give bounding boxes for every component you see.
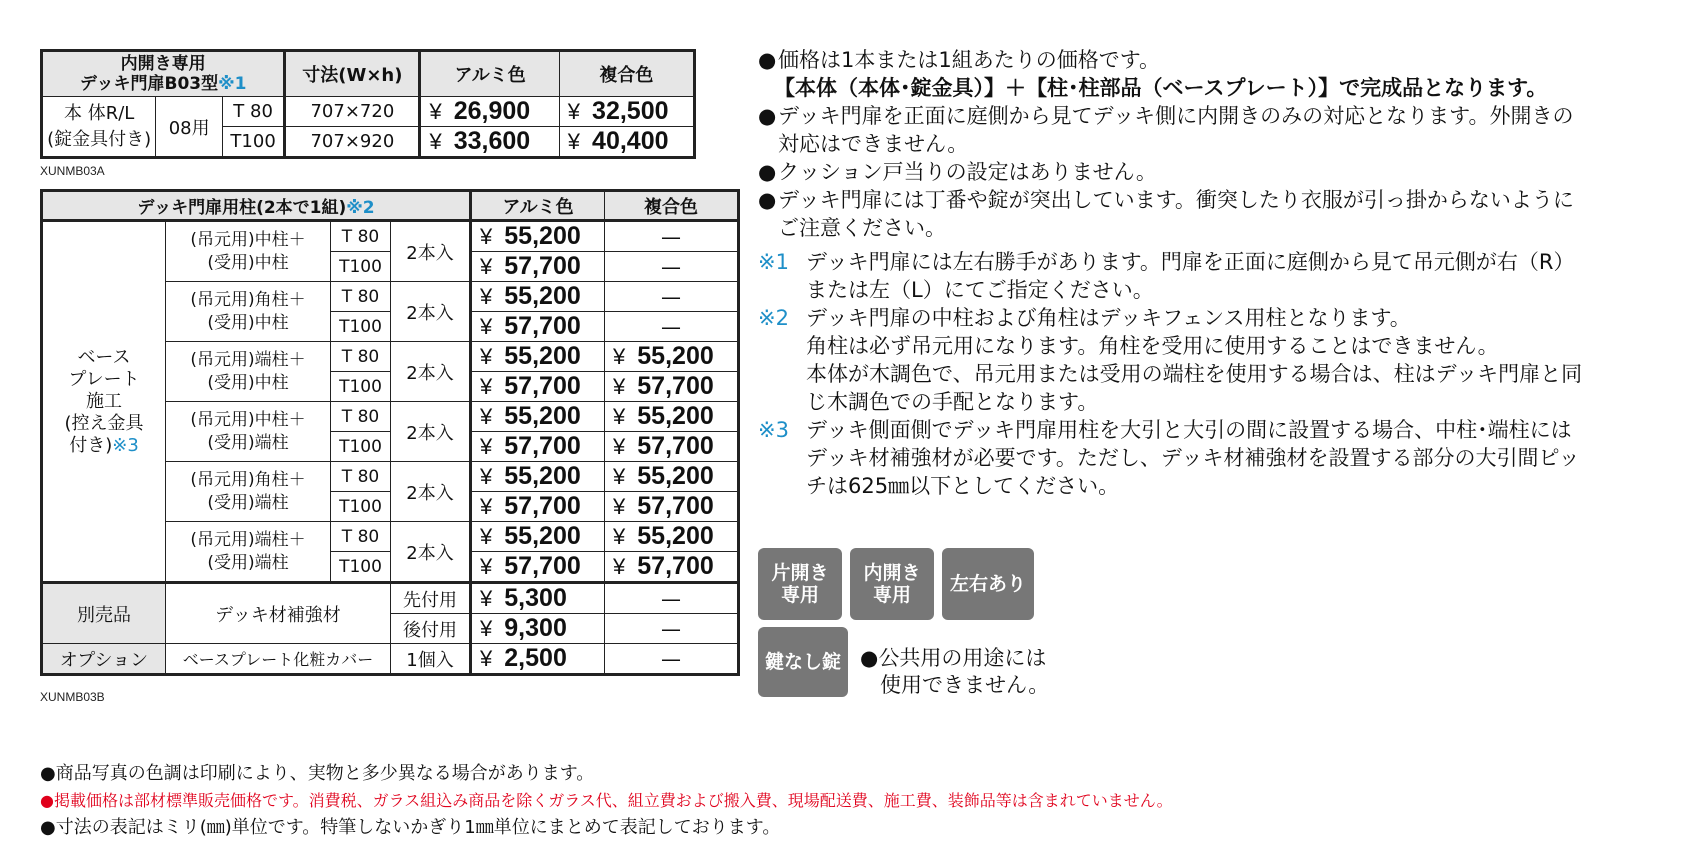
badge-single-swing [758, 548, 842, 620]
price-cell [471, 492, 605, 522]
price-value: 57,700 [637, 552, 714, 580]
product-code-b: XUNMB03B [40, 690, 105, 704]
badge-line: 内開き [863, 562, 921, 584]
note-kome-1 [758, 248, 1678, 304]
note-text: デッキ門扉を正面に庭側から見てデッキ側に内開きのみの対応となります。外開きの [778, 104, 1574, 128]
note-kome-3 [758, 416, 1678, 500]
combo-line: (受用)端柱 [207, 492, 289, 513]
price-cell [471, 221, 605, 252]
sold-separately-label: 別売品 [42, 583, 166, 644]
note-text: 本体が木調色で、吊元用または受用の端柱を使用する場合は、柱はデッキ門扉と同 [806, 362, 1583, 386]
combo-line: (吊元用)角柱＋ [190, 289, 306, 310]
combo-line: (受用)中柱 [207, 312, 289, 333]
post-combo [166, 402, 331, 462]
yen-mark: ¥ [567, 129, 581, 154]
note-text: ●公共用の用途には [860, 646, 1047, 670]
yen-mark: ¥ [480, 314, 493, 339]
price-value: 55,200 [504, 282, 581, 310]
note-bullet-2 [758, 102, 1678, 158]
price-none: — [605, 644, 739, 675]
yen-mark: ¥ [480, 586, 493, 611]
product-code-a: XUNMB03A [40, 164, 105, 178]
post-row [42, 221, 739, 252]
post-qty: 2本入 [391, 342, 471, 402]
post-qty: 2本入 [391, 402, 471, 462]
price-value: 55,200 [637, 402, 714, 430]
yen-mark: ¥ [567, 99, 581, 124]
post-combo [166, 282, 331, 342]
price-cell [471, 552, 605, 583]
price-cell [471, 282, 605, 312]
note-bullet-1 [758, 46, 1678, 102]
price-value: 55,200 [504, 402, 581, 430]
door-header-alumi: アルミ色 [420, 51, 559, 97]
door-size-code: 08用 [156, 97, 223, 158]
post-combo [166, 522, 331, 583]
note-kome-2 [758, 304, 1678, 416]
yen-mark: ¥ [429, 99, 442, 124]
price-value: 26,900 [453, 97, 531, 125]
post-qty: 2本入 [391, 462, 471, 522]
note-mark-3: ※3 [112, 434, 139, 456]
note-mark-1: ※1 [218, 74, 247, 94]
combo-line: (吊元用)中柱＋ [190, 229, 306, 250]
price-cell [471, 372, 605, 402]
option-label: オプション [42, 644, 166, 675]
post-header-title [42, 191, 471, 221]
note-text: じ木調色での手配となります。 [806, 390, 1099, 414]
badge-line: 鍵なし錠 [764, 651, 841, 673]
note-text: デッキ側面側でデッキ門扉用柱を大引と大引の間に設置する場合、中柱･端柱には [806, 418, 1572, 442]
post-qty: 2本入 [391, 221, 471, 282]
footer-line-2: ●掲載価格は部材標準販売価格です。消費税、ガラス組込み商品を除くガラス代、組立費および搬入費、現場配送費、施工費、装飾品等は含まれていません。 [40, 791, 1173, 810]
yen-mark: ¥ [480, 404, 493, 429]
kome-mark: ※1 [758, 250, 789, 274]
note-text: または左（L）にてご指定ください。 [806, 278, 1154, 302]
notes-block [758, 46, 1678, 500]
price-value: 57,700 [637, 492, 714, 520]
combo-line: (吊元用)端柱＋ [190, 529, 306, 550]
door-header-fukugo: 複合色 [559, 51, 694, 97]
post-height: T 80 [331, 282, 391, 312]
price-none: — [605, 583, 739, 614]
yen-mark: ¥ [613, 494, 626, 519]
group-label-line: プレート [68, 368, 140, 390]
price-value: 40,400 [592, 127, 669, 155]
badge-inward-only [850, 548, 934, 620]
badge-left-right [942, 548, 1034, 620]
price-cell [471, 522, 605, 552]
option-row [42, 644, 739, 675]
price-value: 55,200 [504, 522, 581, 550]
post-height: T100 [331, 252, 391, 282]
yen-mark: ¥ [480, 254, 493, 279]
price-cell [471, 644, 605, 675]
door-header-size: 寸法(W×h) [285, 51, 420, 97]
kome-mark: ※2 [758, 306, 789, 330]
price-none: — [605, 282, 739, 312]
price-value: 9,300 [504, 614, 567, 642]
yen-mark: ¥ [613, 374, 626, 399]
note-text: 使用できません。 [880, 673, 1050, 697]
combo-line: (受用)中柱 [207, 372, 289, 393]
price-cell [471, 402, 605, 432]
price-cell [471, 252, 605, 282]
footer-line-3: ●寸法の表記はミリ(㎜)単位です。特筆しないかぎり1㎜単位にまとめて表記しております。 [40, 817, 781, 838]
yen-mark: ¥ [613, 554, 626, 579]
post-header-alumi: アルミ色 [471, 191, 605, 221]
price-value: 55,200 [504, 342, 581, 370]
price-none: — [605, 614, 739, 644]
post-height: T100 [331, 372, 391, 402]
price-cell [605, 432, 739, 462]
door-price-alumi [420, 127, 559, 158]
yen-mark: ¥ [480, 464, 493, 489]
price-cell [471, 342, 605, 372]
door-item-line2: (錠金具付き) [47, 128, 152, 150]
yen-mark: ¥ [613, 344, 626, 369]
sold-separately-row [42, 583, 739, 614]
combo-line: (受用)中柱 [207, 252, 289, 273]
bullet-mark: ● [758, 104, 777, 128]
group-label-line: 付き) [69, 434, 113, 456]
yen-mark: ¥ [480, 494, 493, 519]
sold-separately-kind: 先付用 [391, 583, 471, 614]
note-text: 角柱は必ず吊元用になります。角柱を受用に使用することはできません。 [806, 334, 1499, 358]
post-height: T 80 [331, 522, 391, 552]
combo-line: (吊元用)端柱＋ [190, 349, 306, 370]
price-value: 55,200 [637, 462, 714, 490]
bullet-mark: ● [758, 188, 777, 212]
price-value: 2,500 [504, 644, 567, 672]
combo-line: (受用)端柱 [207, 432, 289, 453]
note-text: デッキ門扉には左右勝手があります。門扉を正面に庭側から見て吊元側が右（R） [806, 250, 1575, 274]
price-value: 57,700 [504, 252, 581, 280]
price-value: 57,700 [504, 552, 581, 580]
price-value: 57,700 [504, 312, 581, 340]
price-value: 55,200 [504, 222, 581, 250]
door-item-label [42, 97, 156, 158]
post-height: T100 [331, 552, 391, 583]
note-text: チは625㎜以下としてください。 [806, 474, 1120, 498]
price-none: — [605, 312, 739, 342]
kome-mark: ※3 [758, 418, 789, 442]
door-item-line1: 本 体R/L [64, 102, 135, 124]
sold-separately-item: デッキ材補強材 [166, 583, 391, 644]
door-price-table [40, 49, 696, 159]
note-text: 価格は1本または1組あたりの価格です。 [778, 48, 1161, 72]
group-label-line: ベース [77, 346, 131, 368]
price-value: 33,600 [453, 127, 531, 155]
badge-line: 専用 [872, 584, 911, 606]
price-value: 57,700 [504, 372, 581, 400]
note-text: デッキ門扉の中柱および角柱はデッキフェンス用柱となります。 [806, 306, 1411, 330]
yen-mark: ¥ [480, 524, 493, 549]
price-cell [605, 402, 739, 432]
post-height: T100 [331, 312, 391, 342]
option-item: ベースプレート化粧カバー [166, 644, 391, 675]
price-none: — [605, 221, 739, 252]
footer-notes [40, 760, 1173, 841]
yen-mark: ¥ [480, 344, 493, 369]
door-header-model [42, 51, 285, 97]
group-label-line: 施工 [86, 390, 122, 412]
price-value: 57,700 [637, 432, 714, 460]
badge-line: 片開き [771, 562, 829, 584]
keyless-lock-note [860, 645, 1049, 699]
price-value: 57,700 [504, 492, 581, 520]
yen-mark: ¥ [429, 129, 442, 154]
yen-mark: ¥ [480, 284, 493, 309]
price-value: 55,200 [504, 462, 581, 490]
yen-mark: ¥ [613, 524, 626, 549]
option-qty: 1個入 [391, 644, 471, 675]
footer-line-1: ●商品写真の色調は印刷により、実物と多少異なる場合があります。 [40, 763, 595, 784]
price-cell [605, 492, 739, 522]
price-value: 5,300 [504, 584, 567, 612]
post-height: T 80 [331, 342, 391, 372]
post-height: T 80 [331, 402, 391, 432]
bullet-mark: ● [758, 48, 777, 72]
combo-line: (吊元用)角柱＋ [190, 469, 306, 490]
yen-mark: ¥ [613, 464, 626, 489]
yen-mark: ¥ [613, 404, 626, 429]
note-text: 【本体（本体･錠金具）】＋【柱･柱部品（ベースプレート）】で完成品となります。 [774, 76, 1548, 100]
price-cell [605, 552, 739, 583]
price-cell [471, 614, 605, 644]
price-value: 55,200 [637, 522, 714, 550]
post-combo [166, 462, 331, 522]
post-height: T 80 [331, 221, 391, 252]
sold-separately-kind: 後付用 [391, 614, 471, 644]
note-text: デッキ門扉には丁番や錠が突出しています。衝突したり衣服が引っ掛からないように [778, 188, 1574, 212]
door-price-fukugo [559, 127, 694, 158]
post-qty: 2本入 [391, 282, 471, 342]
post-qty: 2本入 [391, 522, 471, 583]
post-header-text: デッキ門扉用柱(2本で1組) [137, 198, 347, 218]
group-label-line: (控え金具 [64, 412, 144, 434]
door-header-line1: 内開き専用 [120, 54, 206, 74]
price-cell [471, 312, 605, 342]
yen-mark: ¥ [480, 554, 493, 579]
post-height: T 80 [331, 462, 391, 492]
note-text: 対応はできません。 [778, 132, 969, 156]
door-header-line2: デッキ門扉B03型 [79, 74, 219, 94]
price-cell [605, 342, 739, 372]
price-cell [605, 372, 739, 402]
yen-mark: ¥ [480, 434, 493, 459]
price-none: — [605, 252, 739, 282]
note-text: ご注意ください。 [778, 216, 946, 240]
note-bullet-4 [758, 186, 1678, 242]
price-cell [471, 462, 605, 492]
note-text: デッキ材補強材が必要です。ただし、デッキ材補強材を設置する部分の大引間ピッ [806, 446, 1580, 470]
price-cell [471, 583, 605, 614]
door-height: T 80 [222, 97, 284, 127]
post-price-table [40, 189, 740, 676]
yen-mark: ¥ [613, 434, 626, 459]
note-mark-2: ※2 [346, 198, 375, 218]
yen-mark: ¥ [480, 616, 493, 641]
price-value: 57,700 [504, 432, 581, 460]
door-dim: 707×720 [285, 97, 420, 127]
door-price-fukugo [559, 97, 694, 127]
price-cell [605, 522, 739, 552]
note-text: クッション戸当りの設定はありません。 [778, 160, 1157, 184]
price-value: 55,200 [637, 342, 714, 370]
post-height: T100 [331, 492, 391, 522]
post-height: T100 [331, 432, 391, 462]
yen-mark: ¥ [480, 224, 493, 249]
door-price-alumi [420, 97, 559, 127]
badge-line: 左右あり [949, 573, 1026, 595]
combo-line: (受用)端柱 [207, 552, 289, 573]
yen-mark: ¥ [480, 374, 493, 399]
price-cell [605, 462, 739, 492]
badge-line: 専用 [780, 584, 819, 606]
bullet-mark: ● [758, 160, 777, 184]
door-dim: 707×920 [285, 127, 420, 158]
price-cell [471, 432, 605, 462]
post-combo [166, 342, 331, 402]
price-value: 32,500 [592, 97, 669, 125]
note-bullet-3 [758, 158, 1678, 186]
base-plate-label [42, 221, 166, 583]
post-combo [166, 221, 331, 282]
combo-line: (吊元用)中柱＋ [190, 409, 306, 430]
door-height: T100 [222, 127, 284, 158]
badge-keyless-lock [758, 627, 848, 697]
post-header-fukugo: 複合色 [605, 191, 739, 221]
yen-mark: ¥ [480, 646, 493, 671]
price-value: 57,700 [637, 372, 714, 400]
